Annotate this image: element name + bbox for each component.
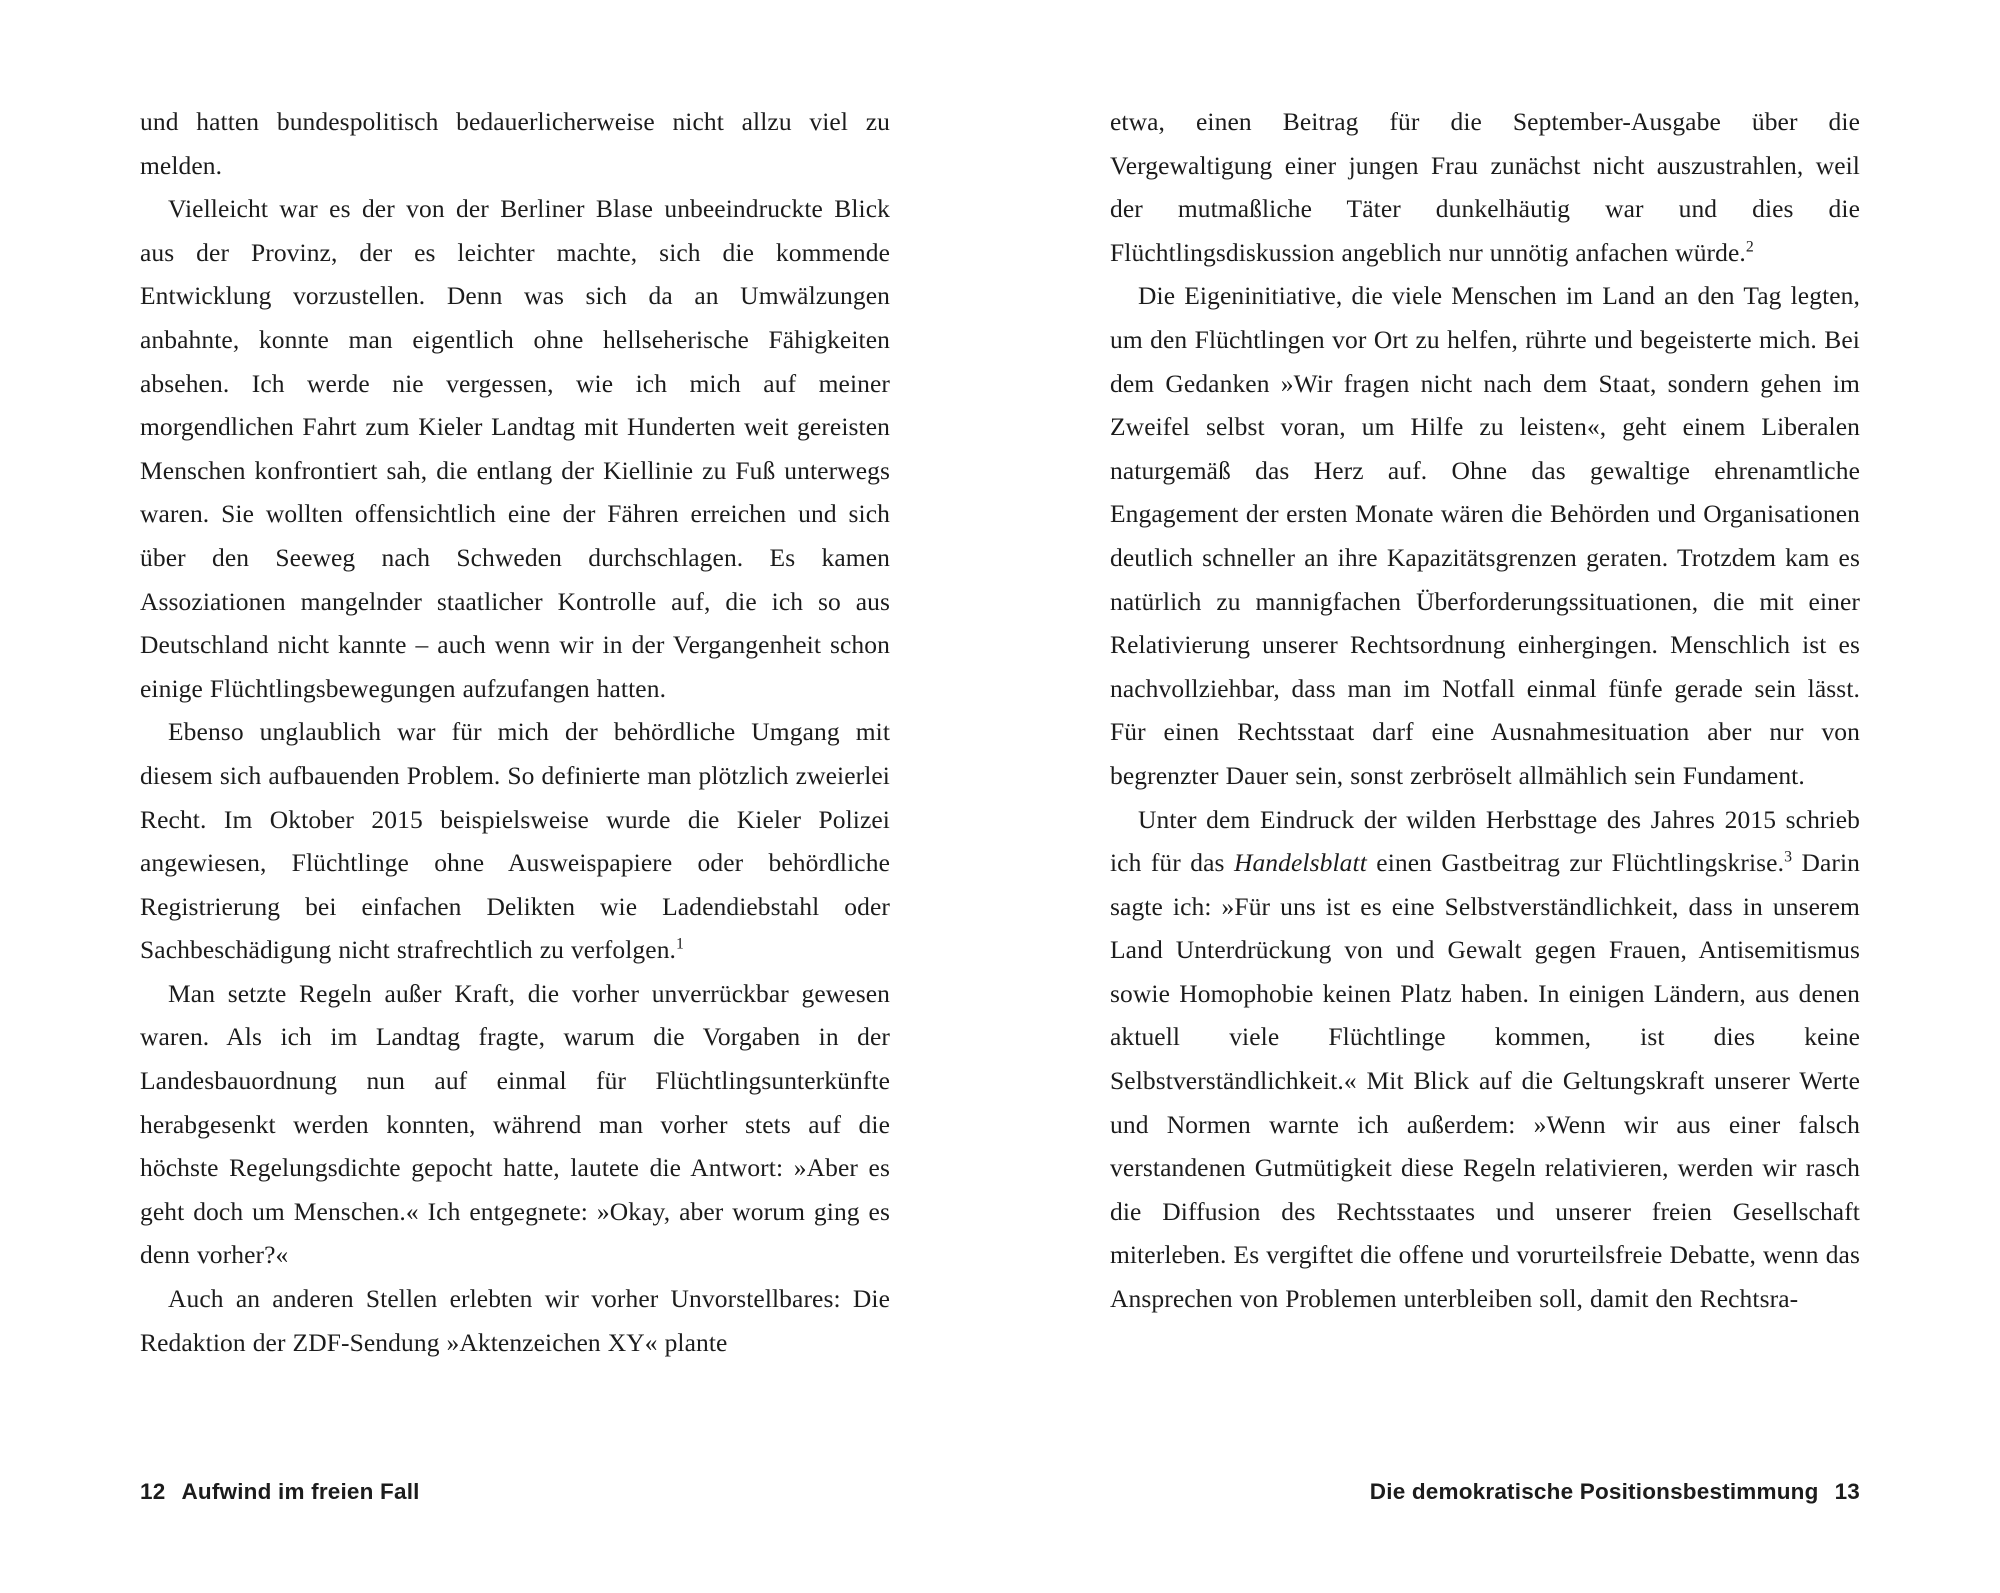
paragraph: Auch an anderen Stellen erlebten wir vorher Unvorstellbares: Die Redaktion der ZDF-Sendung »Aktenzeichen XY« plante: [140, 1284, 890, 1357]
left-page-footer: [140, 1479, 420, 1505]
italic-title: Handelsblatt: [1233, 848, 1367, 878]
paragraph-text-after-footnote: Darin sagte ich: »Für uns ist es eine Selbstverständlichkeit, dass in unserem Land Unterdrückung von und Gewalt gegen Frauen, Antisemitismus sowie Homophobie keinen Platz haben. In einigen Ländern, aus denen aktuell viele Flüchtlinge kommen, ist dies keine Selbstverständlichkeit.« Mit Blick auf die Geltungskraft unserer Werte und Normen warnte ich außerdem: »Wenn wir aus einer falsch verstandenen Gutmütigkeit diese Regeln relativieren, werden wir rasch die Diffusion des Rechtsstaates und unserer freien Gesellschaft miterleben. Es vergiftet die offene und vorurteilsfreie Debatte, wenn das Ansprechen von Problemen unterbleiben soll, damit den Rechtsra-: [1110, 848, 1861, 1314]
running-head: Die demokratische Positionsbestimmung: [1369, 1479, 1819, 1504]
paragraph-text: Ebenso unglaublich war für mich der behördliche Umgang mit diesem sich aufbauenden Problem. So definierte man plötzlich zweierlei Recht. Im Oktober 2015 beispielsweise wurde die Kieler Polizei angewiesen, Flüchtlinge ohne Ausweispapiere oder behördliche Registrierung bei einfachen Delikten wie Ladendiebstahl oder Sachbeschädigung nicht strafrechtlich zu verfolgen.: [140, 717, 890, 965]
right-page-text-column: [1110, 100, 1860, 1321]
paragraph-text-after-italic: einen Gastbeitrag zur Flüchtlingskrise.: [1366, 848, 1785, 878]
left-page-text-column: [140, 100, 890, 1364]
footnote-marker: 3: [1784, 848, 1793, 866]
paragraph: Man setzte Regeln außer Kraft, die vorher unverrückbar gewesen waren. Als ich im Landtag fragte, warum die Vorgaben in der Landesbauordnung nun auf einmal für Flüchtlingsunterkünfte herabgesenkt werden konnten, während man vorher stets auf die höchste Regelungsdichte gepocht hatte, lautete die Antwort: »Aber es geht doch um Menschen.« Ich entgegnete: »Okay, aber worum ging es denn vorher?«: [140, 978, 890, 1270]
paragraph: und hatten bundespolitisch bedauerlicherweise nicht allzu viel zu melden.: [140, 107, 890, 180]
paragraph: Vielleicht war es der von der Berliner Blase unbeeindruckte Blick aus der Provinz, der es leichter machte, sich die kommende Entwicklung vorzustellen. Denn was sich da an Umwälzungen anbahnte, konnte man eigentlich ohne hellseherische Fähigkeiten absehen. Ich werde nie vergessen, wie ich mich auf meiner morgendlichen Fahrt zum Kieler Landtag mit Hunderten weit gereisten Menschen konfrontiert sah, die entlang der Kiellinie zu Fuß unterwegs waren. Sie wollten offensichtlich eine der Fähren erreichen und sich über den Seeweg nach Schweden durchschlagen. Es kamen Assoziationen mangelnder staatlicher Kontrolle auf, die ich so aus Deutschland nicht kannte – auch wenn wir in der Vergangenheit schon einige Flüchtlingsbewegungen aufzufangen hatten.: [140, 194, 890, 703]
right-page: [1000, 100, 2000, 1593]
paragraph: [1110, 798, 1860, 1321]
page-number: 12: [140, 1479, 166, 1504]
paragraph-text: etwa, einen Beitrag für die September-Ausgabe über die Vergewaltigung einer jungen Frau zunächst nicht auszustrahlen, weil der mutmaßliche Täter dunkelhäutig war und dies die Flüchtlingsdiskussion angeblich nur unnötig anfachen würde.: [1110, 107, 1860, 267]
paragraph: Die Eigeninitiative, die viele Menschen im Land an den Tag legten, um den Flüchtlingen vor Ort zu helfen, rührte und begeisterte mich. Bei dem Gedanken »Wir fragen nicht nach dem Staat, sondern gehen im Zweifel selbst voran, um Hilfe zu leisten«, geht einem Liberalen naturgemäß das Herz auf. Ohne das gewaltige ehrenamtliche Engagement der ersten Monate wären die Behörden und Organisationen deutlich schneller an ihre Kapazitätsgrenzen geraten. Trotzdem kam es natürlich zu mannigfachen Überforderungssituationen, die mit einer Relativierung unserer Rechtsordnung einhergingen. Menschlich ist es nachvollziehbar, dass man im Notfall einmal fünfe gerade sein lässt. Für einen Rechtsstaat darf eine Ausnahmesituation aber nur von begrenzter Dauer sein, sonst zerbröselt allmählich sein Fundament.: [1110, 281, 1860, 790]
right-page-footer: [1370, 1479, 1860, 1505]
paragraph: [1110, 100, 1860, 274]
left-page: [0, 100, 1000, 1593]
page-number: 13: [1834, 1479, 1860, 1504]
paragraph-text-before-italic: Unter dem Eindruck der wilden Herbsttage des Jahres 2015 schrieb ich für das: [1110, 804, 1860, 878]
footnote-marker: 2: [1745, 238, 1754, 256]
paragraph: [140, 710, 890, 972]
footnote-marker: 1: [676, 935, 685, 953]
running-head: Aufwind im freien Fall: [181, 1479, 420, 1504]
